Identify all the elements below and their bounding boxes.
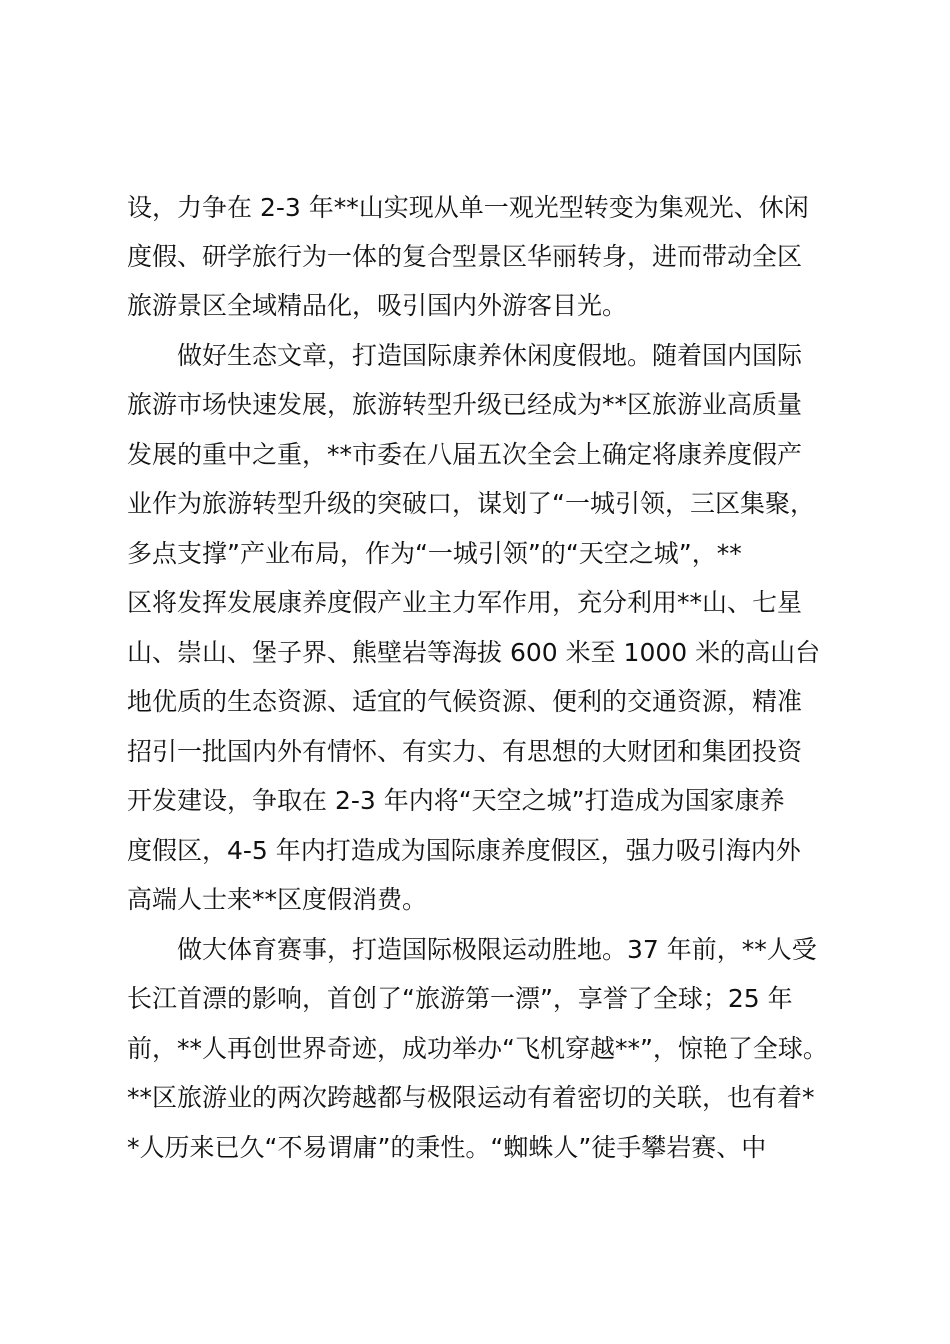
text-line: 多点支撑”产业布局，作为“一城引领”的“天空之城”，** bbox=[127, 539, 742, 568]
text-line: 长江首漂的影响，首创了“旅游第一漂”，享誉了全球；25 年 bbox=[127, 984, 793, 1013]
text-line: 高端人士来**区度假消费。 bbox=[127, 885, 428, 914]
text-line: 开发建设，争取在 2-3 年内将“天空之城”打造成为国家康养 bbox=[127, 786, 785, 815]
text-line: 旅游市场快速发展，旅游转型升级已经成为**区旅游业高质量 bbox=[127, 390, 803, 419]
paragraph-first-line: 做大体育赛事，打造国际极限运动胜地。37 年前，**人受 bbox=[177, 935, 817, 964]
text-line: 山、崇山、堡子界、熊壁岩等海拔 600 米至 1000 米的高山台 bbox=[127, 638, 821, 667]
text-line: 区将发挥发展康养度假产业主力军作用，充分利用**山、七星 bbox=[127, 588, 803, 617]
text-line: **区旅游业的两次跨越都与极限运动有着密切的关联，也有着* bbox=[127, 1083, 815, 1112]
text-line: 招引一批国内外有情怀、有实力、有思想的大财团和集团投资 bbox=[127, 737, 803, 766]
text-line: 设，力争在 2-3 年**山实现从单一观光型转变为集观光、休闲 bbox=[127, 193, 809, 222]
text-line: 业作为旅游转型升级的突破口，谋划了“一城引领，三区集聚， bbox=[127, 489, 815, 518]
text-line: 度假、研学旅行为一体的复合型景区华丽转身，进而带动全区 bbox=[127, 242, 803, 271]
text-line: *人历来已久“不易谓庸”的秉性。“蜘蛛人”徒手攀岩赛、中 bbox=[127, 1133, 767, 1162]
paragraph-first-line: 做好生态文章，打造国际康养休闲度假地。随着国内国际 bbox=[177, 341, 803, 370]
text-line: 地优质的生态资源、适宜的气候资源、便利的交通资源，精准 bbox=[127, 687, 803, 716]
text-line: 旅游景区全域精品化，吸引国内外游客目光。 bbox=[127, 291, 628, 320]
text-line: 度假区，4-5 年内打造成为国际康养度假区，强力吸引海内外 bbox=[127, 836, 801, 865]
text-line: 前，**人再创世界奇迹，成功举办“飞机穿越**”，惊艳了全球。 bbox=[127, 1034, 828, 1063]
text-line: 发展的重中之重，**市委在八届五次全会上确定将康养度假产 bbox=[127, 440, 803, 469]
